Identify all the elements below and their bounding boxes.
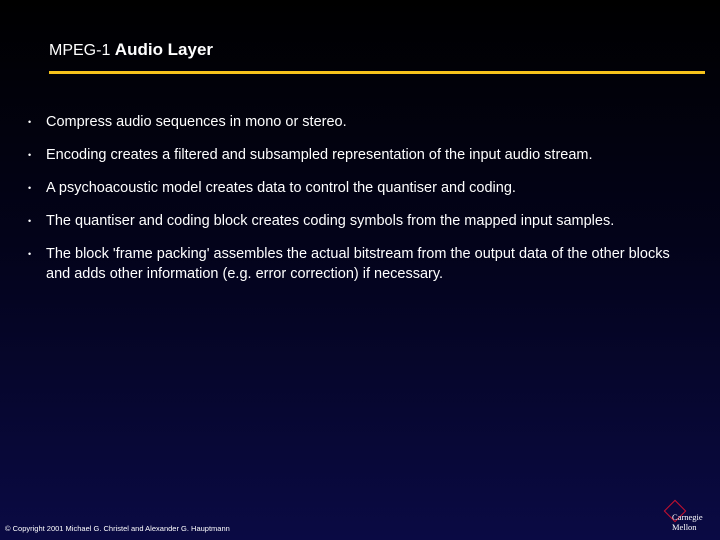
logo-line-2: Mellon bbox=[672, 522, 697, 532]
title-underline-rule bbox=[49, 71, 705, 74]
bullet-text: The quantiser and coding block creates coding symbols from the mapped input samples. bbox=[46, 213, 615, 229]
bullet-item bbox=[0, 112, 720, 132]
bullet-text: Encoding creates a filtered and subsampled representation of the input audio stream. bbox=[46, 147, 593, 163]
copyright-footer: © Copyright 2001 Michael G. Christel and Alexander G. Hauptmann bbox=[5, 524, 230, 533]
bullet-item bbox=[0, 211, 720, 231]
slide-title-prefix: MPEG-1 bbox=[49, 42, 115, 59]
bullet-text: The block 'frame packing' assembles the actual bitstream from the output data of the other blocks and adds other information (e.g. error correction) if necessary. bbox=[46, 246, 670, 282]
slide-title-main: Audio Layer bbox=[114, 40, 214, 59]
bullet-item bbox=[0, 178, 720, 198]
bullet-icon: • bbox=[28, 216, 32, 226]
carnegie-mellon-logo bbox=[662, 501, 716, 536]
slide-title bbox=[49, 40, 213, 60]
bullet-item bbox=[0, 145, 720, 165]
logo-text bbox=[672, 512, 703, 532]
bullet-icon: • bbox=[28, 249, 32, 259]
logo-line-1: Carnegie bbox=[672, 512, 703, 522]
bullet-icon: • bbox=[28, 183, 32, 193]
bullet-text: Compress audio sequences in mono or stereo. bbox=[46, 114, 347, 130]
bullet-icon: • bbox=[28, 150, 32, 160]
bullet-item bbox=[0, 244, 720, 284]
bullet-icon: • bbox=[28, 117, 32, 127]
bullet-list bbox=[0, 112, 720, 297]
bullet-text: A psychoacoustic model creates data to control the quantiser and coding. bbox=[46, 180, 516, 196]
